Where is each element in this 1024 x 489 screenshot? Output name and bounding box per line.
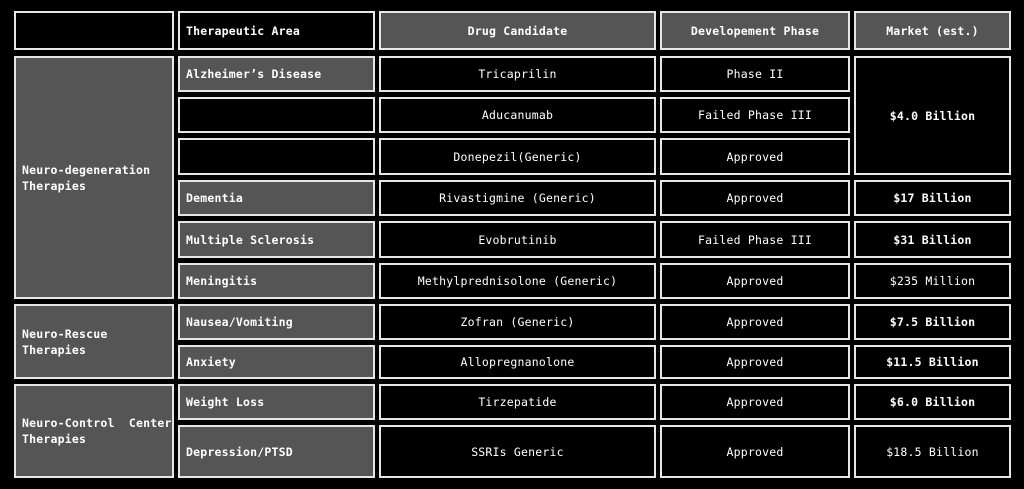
area-cell: Depression/PTSD: [178, 425, 375, 478]
market-cell-alzheimers: $4.0 Billion: [854, 56, 1011, 175]
area-cell: Anxiety: [178, 345, 375, 379]
area-cell-empty: [178, 138, 375, 175]
group-neuro-control-center: [14, 384, 174, 478]
group-label-line: Neuro-Rescue: [22, 326, 108, 341]
market-cell: $6.0 Billion: [854, 384, 1011, 420]
area-cell: Nausea/Vomiting: [178, 304, 375, 340]
phase-cell: Failed Phase III: [660, 97, 850, 133]
market-cell: $11.5 Billion: [854, 345, 1011, 379]
header-development-phase: Developement Phase: [660, 11, 850, 50]
drug-cell: Tirzepatide: [379, 384, 656, 420]
drug-cell: Zofran (Generic): [379, 304, 656, 340]
phase-cell: Approved: [660, 263, 850, 299]
group-neuro-degeneration: [14, 56, 174, 299]
market-cell: $17 Billion: [854, 180, 1011, 216]
phase-cell: Approved: [660, 304, 850, 340]
area-cell: Meningitis: [178, 263, 375, 299]
market-cell: $7.5 Billion: [854, 304, 1011, 340]
header-therapeutic-area: Therapeutic Area: [178, 11, 375, 50]
phase-cell: Approved: [660, 425, 850, 478]
market-cell: $31 Billion: [854, 221, 1011, 258]
phase-cell: Approved: [660, 345, 850, 379]
header-market: Market (est.): [854, 11, 1011, 50]
market-cell: $18.5 Billion: [854, 425, 1011, 478]
market-cell: $235 Million: [854, 263, 1011, 299]
drug-cell: Evobrutinib: [379, 221, 656, 258]
drug-cell: Rivastigmine (Generic): [379, 180, 656, 216]
header-drug-candidate: Drug Candidate: [379, 11, 656, 50]
area-cell: Alzheimer’s Disease: [178, 56, 375, 92]
phase-cell: Approved: [660, 138, 850, 175]
drug-cell: Tricaprilin: [379, 56, 656, 92]
area-cell-empty: [178, 97, 375, 133]
drug-cell: Donepezil(Generic): [379, 138, 656, 175]
area-cell: Multiple Sclerosis: [178, 221, 375, 258]
drug-cell: Allopregnanolone: [379, 345, 656, 379]
drug-cell: SSRIs Generic: [379, 425, 656, 478]
group-label-line: Neuro-degeneration: [22, 162, 151, 177]
area-cell: Dementia: [178, 180, 375, 216]
phase-cell: Phase II: [660, 56, 850, 92]
header-blank-cell: [14, 11, 174, 50]
phase-cell: Approved: [660, 180, 850, 216]
group-label-line: Therapies: [22, 432, 87, 446]
drug-cell: Methylprednisolone (Generic): [379, 263, 656, 299]
drug-cell: Aducanumab: [379, 97, 656, 133]
group-label-line: Therapies: [22, 342, 87, 357]
group-label-line: Therapies: [22, 178, 87, 193]
group-label-line: Neuro-Control Center: [22, 416, 172, 430]
phase-cell: Approved: [660, 384, 850, 420]
area-cell: Weight Loss: [178, 384, 375, 420]
phase-cell: Failed Phase III: [660, 221, 850, 258]
group-neuro-rescue: [14, 304, 174, 379]
